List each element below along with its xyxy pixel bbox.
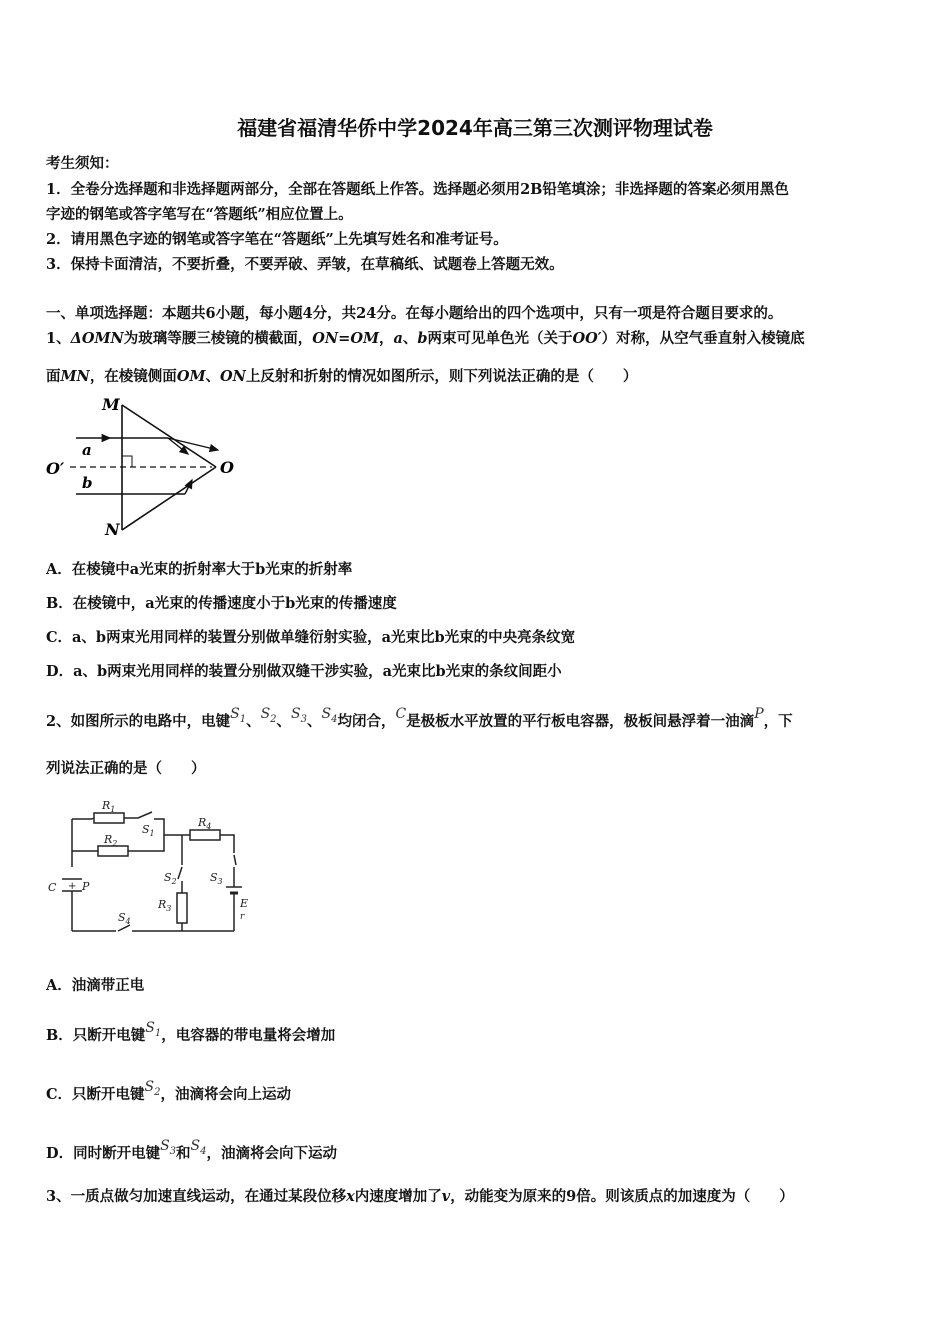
label-P: P xyxy=(82,880,90,893)
q1-option-b: B．在棱镜中，a光束的传播速度小于b光束的传播速度 xyxy=(46,595,397,612)
label-N: N xyxy=(105,520,120,539)
label-R3: $R_3$ xyxy=(158,898,172,913)
exam-title: 福建省福清华侨中学2024年高三第三次测评物理试卷 xyxy=(237,116,713,140)
q2-option-b: B．只断开电键$S^1$，电容器的带电量将会增加 xyxy=(46,1020,336,1044)
notice-item-3: 3．保持卡面清洁，不要折叠，不要弄破、弄皱，在草稿纸、试题卷上答题无效。 xyxy=(46,256,564,273)
notice-item-2: 2．请用黑色字迹的钢笔或答字笔在“答题纸”上先填写姓名和准考证号。 xyxy=(46,231,508,248)
q2-option-d: D．同时断开电键$S^3$和$S^4$，油滴将会向下运动 xyxy=(46,1138,338,1162)
label-O: O xyxy=(220,458,234,477)
q1-option-c: C．a、b两束光用同样的装置分别做单缝衍射实验，a光束比b光束的中央亮条纹宽 xyxy=(46,629,576,646)
label-S4: $S_4$ xyxy=(118,911,131,926)
section-heading: 一、单项选择题：本题共6小题，每小题4分，共24分。在每小题给出的四个选项中，只有一项是符合题目要求的。 xyxy=(46,305,783,322)
label-C: C xyxy=(48,881,57,894)
label-M: M xyxy=(102,395,120,414)
label-a: a xyxy=(82,441,92,459)
label-R4: $R_4$ xyxy=(198,816,212,831)
q1-stem-line2: 面MN，在棱镜侧面OM、ON上反射和折射的情况如图所示，则下列说法正确的是（ ） xyxy=(46,368,638,385)
q1-option-d: D．a、b两束光用同样的装置分别做双缝干涉实验，a光束比b光束的条纹间距小 xyxy=(46,663,562,680)
label-O-prime: O′ xyxy=(46,459,65,478)
label-S3: $S_3$ xyxy=(210,871,223,886)
q1-stem-line1: 1、ΔOMN为玻璃等腰三棱镜的横截面，ON=OM，a、b两束可见单色光（关于OO′）对称，从空气垂直射入棱镜底 xyxy=(46,330,805,347)
notice-heading: 考生须知： xyxy=(46,155,119,172)
q2-option-a: A．油滴带正电 xyxy=(46,977,145,994)
q2-option-c: C．只断开电键$S^2$，油滴将会向上运动 xyxy=(46,1079,292,1103)
prism-figure xyxy=(40,390,250,545)
label-b: b xyxy=(82,474,93,492)
notice-item-1a: 1．全卷分选择题和非选择题两部分，全部在答题纸上作答。选择题必须用2B铅笔填涂；非选择题的答案必须用黑色 xyxy=(46,181,789,198)
q1-option-a: A．在棱镜中a光束的折射率大于b光束的折射率 xyxy=(46,561,353,578)
label-plus: + xyxy=(68,881,77,892)
label-R1: $R_1$ xyxy=(102,799,116,814)
q2-stem-line2: 列说法正确的是（ ） xyxy=(46,760,206,777)
label-S2: $S_2$ xyxy=(164,871,177,886)
label-r: r xyxy=(240,912,245,922)
notice-item-1b: 字迹的钢笔或答字笔写在“答题纸”相应位置上。 xyxy=(46,206,353,223)
q3-stem: 3、一质点做匀加速直线运动，在通过某段位移x内速度增加了v，动能变为原来的9倍。则该质点的加速度为（ ） xyxy=(46,1188,794,1205)
label-R2: $R_2$ xyxy=(104,833,118,848)
circuit-figure xyxy=(42,795,252,945)
q2-stem-line1: 2、如图所示的电路中，电键$S^1$、$S^2$、$S^3$、$S^4$均闭合，C是极板水平放置的平行板电容器，极板间悬浮着一油滴P，下 xyxy=(46,706,793,730)
label-E: E xyxy=(240,897,249,910)
label-S1: $S_1$ xyxy=(142,823,155,838)
